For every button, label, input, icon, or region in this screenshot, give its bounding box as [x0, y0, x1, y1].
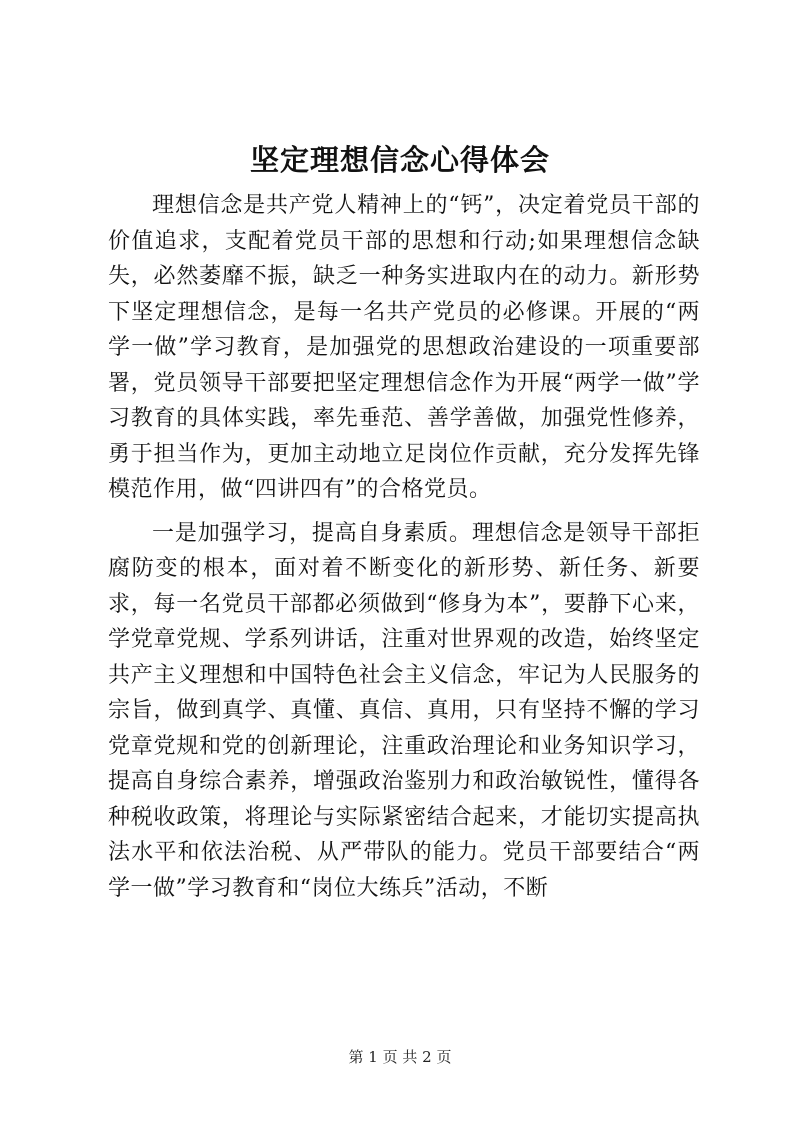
- page-title: 坚定理想信念心得体会: [249, 143, 550, 177]
- document-body: [108, 188, 700, 906]
- page-number-footer: 第 1 页 共 2 页: [348, 1048, 452, 1066]
- paragraph-point-one: 一是加强学习，提高自身素质。理想信念是领导干部拒腐防变的根本，面对着不断变化的新形势、新任务、新要求，每一名党员干部都必须做到“修身为本”，要静下心来，学党章党规、学系列讲话，注重对世界观的改造，始终坚定共产主义理想和中国特色社会主义信念，牢记为人民服务的宗旨，做到真学、真懂、真信、真用，只有坚持不懈的学习党章党规和党的创新理论，注重政治理论和业务知识学习，提高自身综合素养，增强政治鉴别力和政治敏锐性，懂得各种税收政策，将理论与实际紧密结合起来，才能切实提高执法水平和依法治税、从严带队的能力。党员干部要结合“两学一做”学习教育和“岗位大练兵”活动，不断: [108, 520, 700, 901]
- paragraph-intro: 理想信念是共产党人精神上的“钙”，决定着党员干部的价值追求，支配着党员干部的思想和行动;如果理想信念缺失，必然萎靡不振，缺乏一种务实进取内在的动力。新形势下坚定理想信念，是每一名共产党员的必修课。开展的“两学一做”学习教育，是加强党的思想政治建设的一项重要部署，党员领导干部要把坚定理想信念作为开展“两学一做”学习教育的具体实践，率先垂范、善学善做，加强党性修养，勇于担当作为，更加主动地立足岗位作贡献，充分发挥先锋模范作用，做“四讲四有”的合格党员。: [108, 193, 700, 502]
